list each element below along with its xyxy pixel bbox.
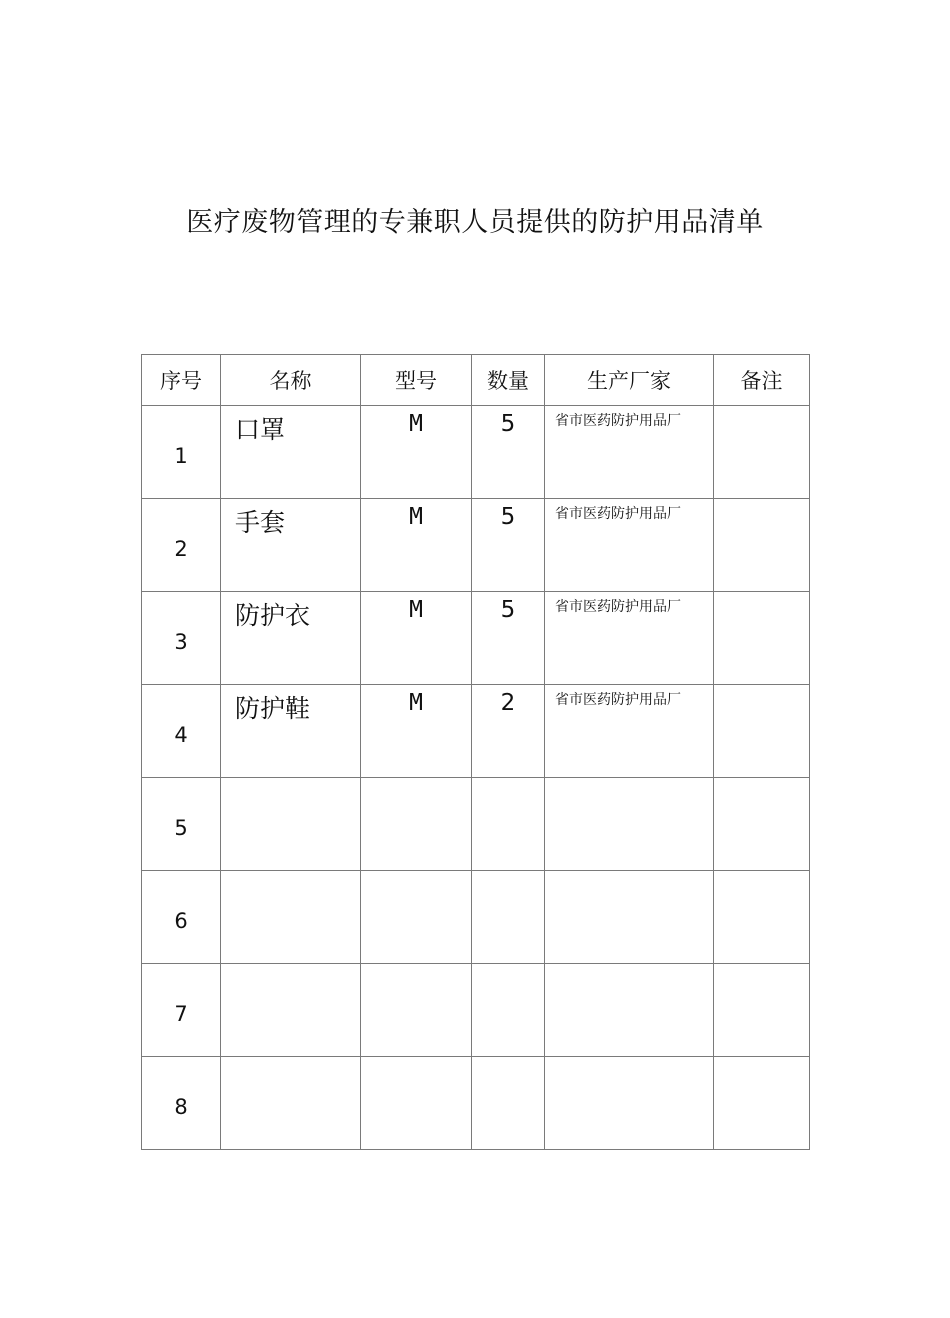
cell-model: M bbox=[361, 685, 472, 778]
cell-remarks bbox=[714, 499, 810, 592]
cell-model bbox=[361, 1057, 472, 1150]
header-manufacturer: 生产厂家 bbox=[545, 355, 714, 406]
cell-manufacturer bbox=[545, 964, 714, 1057]
cell-name bbox=[221, 871, 361, 964]
table-header-row bbox=[142, 355, 810, 406]
cell-no: 6 bbox=[142, 871, 221, 964]
cell-model: M bbox=[361, 499, 472, 592]
cell-remarks bbox=[714, 964, 810, 1057]
cell-quantity: 5 bbox=[472, 499, 545, 592]
cell-no: 2 bbox=[142, 499, 221, 592]
cell-name: 手套 bbox=[221, 499, 361, 592]
cell-remarks bbox=[714, 778, 810, 871]
cell-model: M bbox=[361, 406, 472, 499]
table-row bbox=[142, 871, 810, 964]
cell-no: 4 bbox=[142, 685, 221, 778]
table-row bbox=[142, 964, 810, 1057]
cell-name: 防护鞋 bbox=[221, 685, 361, 778]
cell-name: 口罩 bbox=[221, 406, 361, 499]
table-row bbox=[142, 592, 810, 685]
header-remarks: 备注 bbox=[714, 355, 810, 406]
cell-quantity bbox=[472, 1057, 545, 1150]
cell-quantity: 5 bbox=[472, 592, 545, 685]
cell-quantity: 2 bbox=[472, 685, 545, 778]
header-name: 名称 bbox=[221, 355, 361, 406]
cell-no: 8 bbox=[142, 1057, 221, 1150]
cell-quantity: 5 bbox=[472, 406, 545, 499]
table-row bbox=[142, 685, 810, 778]
protective-equipment-table bbox=[141, 354, 810, 1150]
cell-model bbox=[361, 778, 472, 871]
cell-remarks bbox=[714, 685, 810, 778]
table-row bbox=[142, 406, 810, 499]
table-row bbox=[142, 499, 810, 592]
cell-no: 3 bbox=[142, 592, 221, 685]
cell-manufacturer bbox=[545, 1057, 714, 1150]
cell-manufacturer: 省市医药防护用品厂 bbox=[545, 685, 714, 778]
cell-name bbox=[221, 778, 361, 871]
cell-remarks bbox=[714, 871, 810, 964]
header-no: 序号 bbox=[142, 355, 221, 406]
cell-quantity bbox=[472, 778, 545, 871]
cell-model bbox=[361, 871, 472, 964]
cell-manufacturer: 省市医药防护用品厂 bbox=[545, 592, 714, 685]
cell-no: 7 bbox=[142, 964, 221, 1057]
cell-name bbox=[221, 1057, 361, 1150]
table-row bbox=[142, 778, 810, 871]
cell-quantity bbox=[472, 964, 545, 1057]
cell-remarks bbox=[714, 406, 810, 499]
cell-model bbox=[361, 964, 472, 1057]
cell-no: 5 bbox=[142, 778, 221, 871]
document-title: 医疗废物管理的专兼职人员提供的防护用品清单 bbox=[186, 207, 764, 238]
cell-manufacturer: 省市医药防护用品厂 bbox=[545, 499, 714, 592]
header-quantity: 数量 bbox=[472, 355, 545, 406]
header-model: 型号 bbox=[361, 355, 472, 406]
cell-model: M bbox=[361, 592, 472, 685]
cell-name bbox=[221, 964, 361, 1057]
cell-no: 1 bbox=[142, 406, 221, 499]
cell-name: 防护衣 bbox=[221, 592, 361, 685]
cell-remarks bbox=[714, 1057, 810, 1150]
cell-manufacturer bbox=[545, 871, 714, 964]
cell-remarks bbox=[714, 592, 810, 685]
cell-manufacturer bbox=[545, 778, 714, 871]
table-row bbox=[142, 1057, 810, 1150]
cell-manufacturer: 省市医药防护用品厂 bbox=[545, 406, 714, 499]
cell-quantity bbox=[472, 871, 545, 964]
